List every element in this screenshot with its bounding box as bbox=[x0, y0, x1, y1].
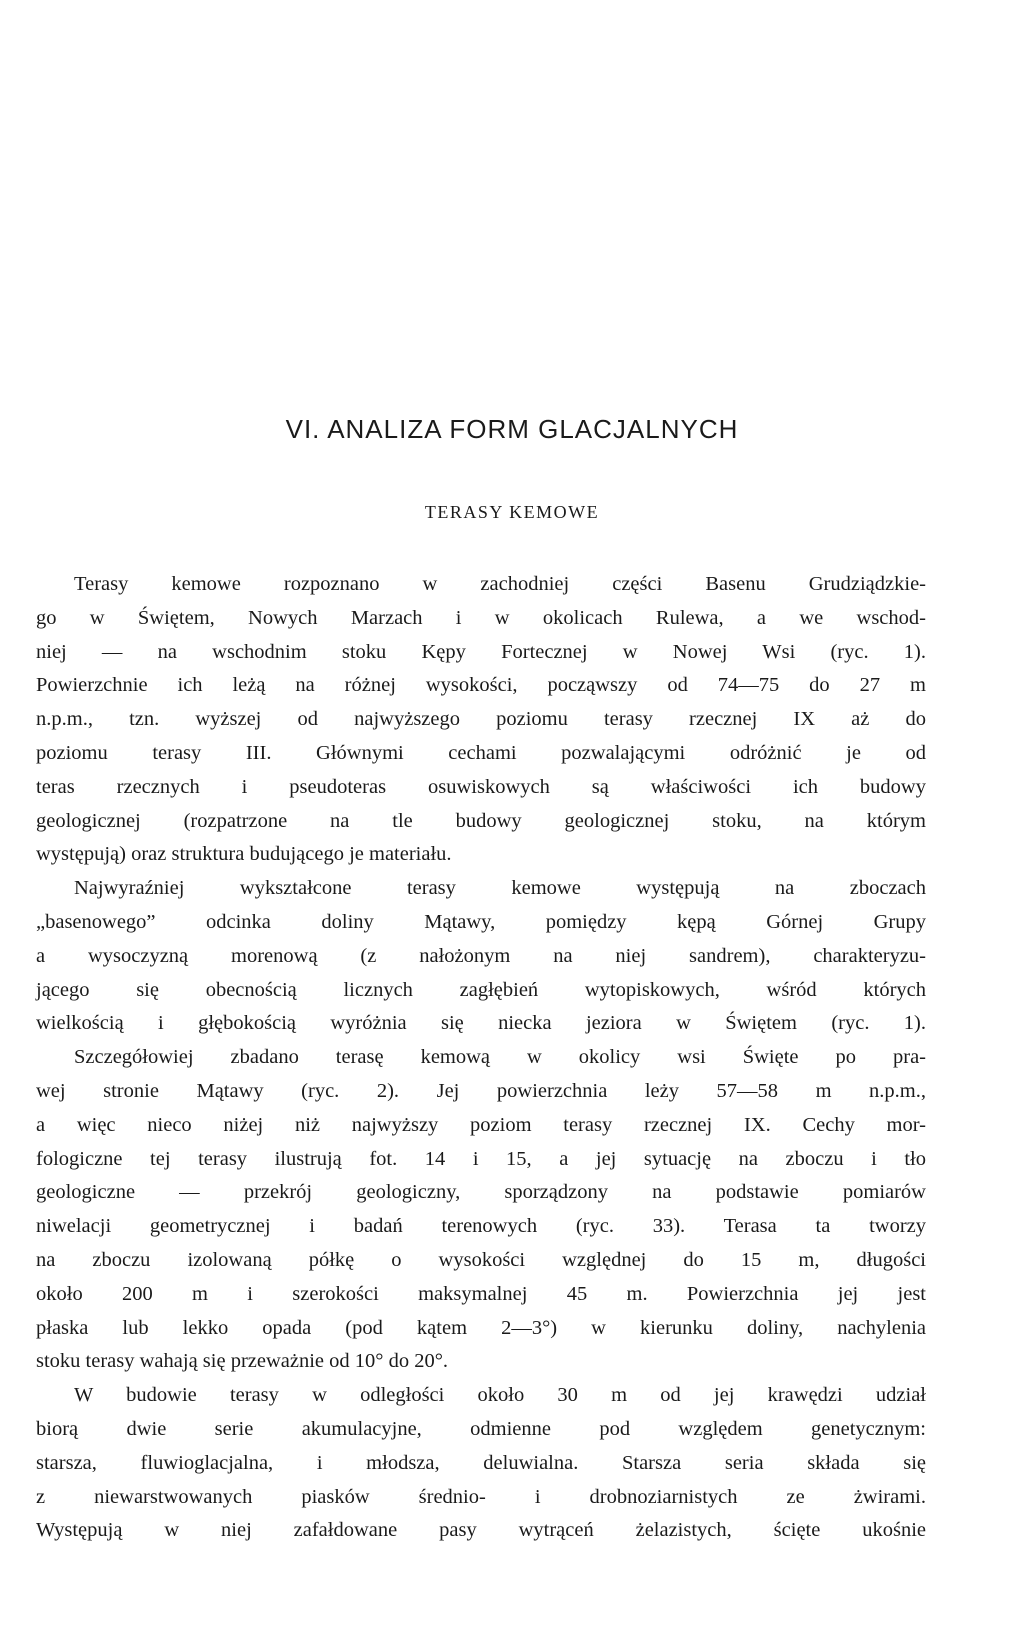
text-line: niej — na wschodnim stoku Kępy Fortecznej w Nowej Wsi (ryc. 1). bbox=[36, 640, 926, 663]
text-line: Powierzchnie ich leżą na różnej wysokości, począwszy od 74—75 do 27 m bbox=[36, 674, 926, 697]
text-line: a wysoczyzną morenową (z nałożonym na niej sandrem), charakteryzu- bbox=[36, 944, 926, 967]
text-line: „basenowego” odcinka doliny Mątawy, pomiędzy kępą Górnej Grupy bbox=[36, 910, 926, 933]
text-line: W budowie terasy w odległości około 30 m od jej krawędzi udział bbox=[74, 1384, 926, 1407]
text-line: fologiczne tej terasy ilustrują fot. 14 i 15, a jej sytuację na zboczu i tło bbox=[36, 1147, 926, 1170]
text-line: jącego się obecnością licznych zagłębień wytopiskowych, wśród których bbox=[36, 978, 926, 1001]
text-line: na zboczu izolowaną półkę o wysokości względnej do 15 m, długości bbox=[36, 1248, 926, 1271]
text-line: Terasy kemowe rozpoznano w zachodniej części Basenu Grudziądzkie- bbox=[74, 573, 926, 595]
text-line: Szczegółowiej zbadano terasę kemową w okolicy wsi Święte po pra- bbox=[74, 1046, 926, 1069]
text-line: starsza, fluwioglacjalna, i młodsza, deluwialna. Starsza seria składa się bbox=[36, 1451, 926, 1474]
text-line: płaska lub lekko opada (pod kątem 2—3°) w kierunku doliny, nachylenia bbox=[36, 1316, 926, 1339]
text-line: występują) oraz struktura budującego je materiału. bbox=[36, 843, 452, 866]
text-line: biorą dwie serie akumulacyjne, odmienne pod względem genetycznym: bbox=[36, 1417, 926, 1440]
text-line: teras rzecznych i pseudoteras osuwiskowych są właściwości ich budowy bbox=[36, 775, 926, 798]
text-line: poziomu terasy III. Głównymi cechami pozwalającymi odróżnić je od bbox=[36, 741, 926, 764]
chapter-title: VI. ANALIZA FORM GLACJALNYCH bbox=[285, 414, 739, 444]
text-line: geologiczne — przekrój geologiczny, sporządzony na podstawie pomiarów bbox=[36, 1181, 926, 1204]
body-text bbox=[36, 568, 926, 1548]
text-line: n.p.m., tzn. wyższej od najwyższego poziomu terasy rzecznej IX aż do bbox=[36, 708, 926, 731]
text-line: z niewarstwowanych piasków średnio- i drobnoziarnistych ze żwirami. bbox=[36, 1485, 926, 1508]
text-line: a więc nieco niżej niż najwyższy poziom terasy rzecznej IX. Cechy mor- bbox=[36, 1113, 926, 1136]
text-line: około 200 m i szerokości maksymalnej 45 m. Powierzchnia jej jest bbox=[36, 1282, 926, 1305]
text-line: Występują w niej zafałdowane pasy wytrąceń żelazistych, ścięte ukośnie bbox=[36, 1519, 926, 1542]
text-line: Najwyraźniej wykształcone terasy kemowe występują na zboczach bbox=[74, 877, 926, 900]
text-line: go w Świętem, Nowych Marzach i w okolicach Rulewa, a we wschod- bbox=[36, 606, 926, 629]
text-line: wej stronie Mątawy (ryc. 2). Jej powierzchnia leży 57—58 m n.p.m., bbox=[36, 1079, 926, 1102]
text-line: niwelacji geometrycznej i badań terenowych (ryc. 33). Terasa ta tworzy bbox=[36, 1215, 926, 1238]
text-line: geologicznej (rozpatrzone na tle budowy geologicznej stoku, na którym bbox=[36, 809, 926, 832]
text-line: stoku terasy wahają się przeważnie od 10° do 20°. bbox=[36, 1350, 449, 1373]
text-line: wielkością i głębokością wyróżnia się niecka jeziora w Świętem (ryc. 1). bbox=[36, 1012, 926, 1035]
section-title: TERASY KEMOWE bbox=[424, 502, 600, 522]
